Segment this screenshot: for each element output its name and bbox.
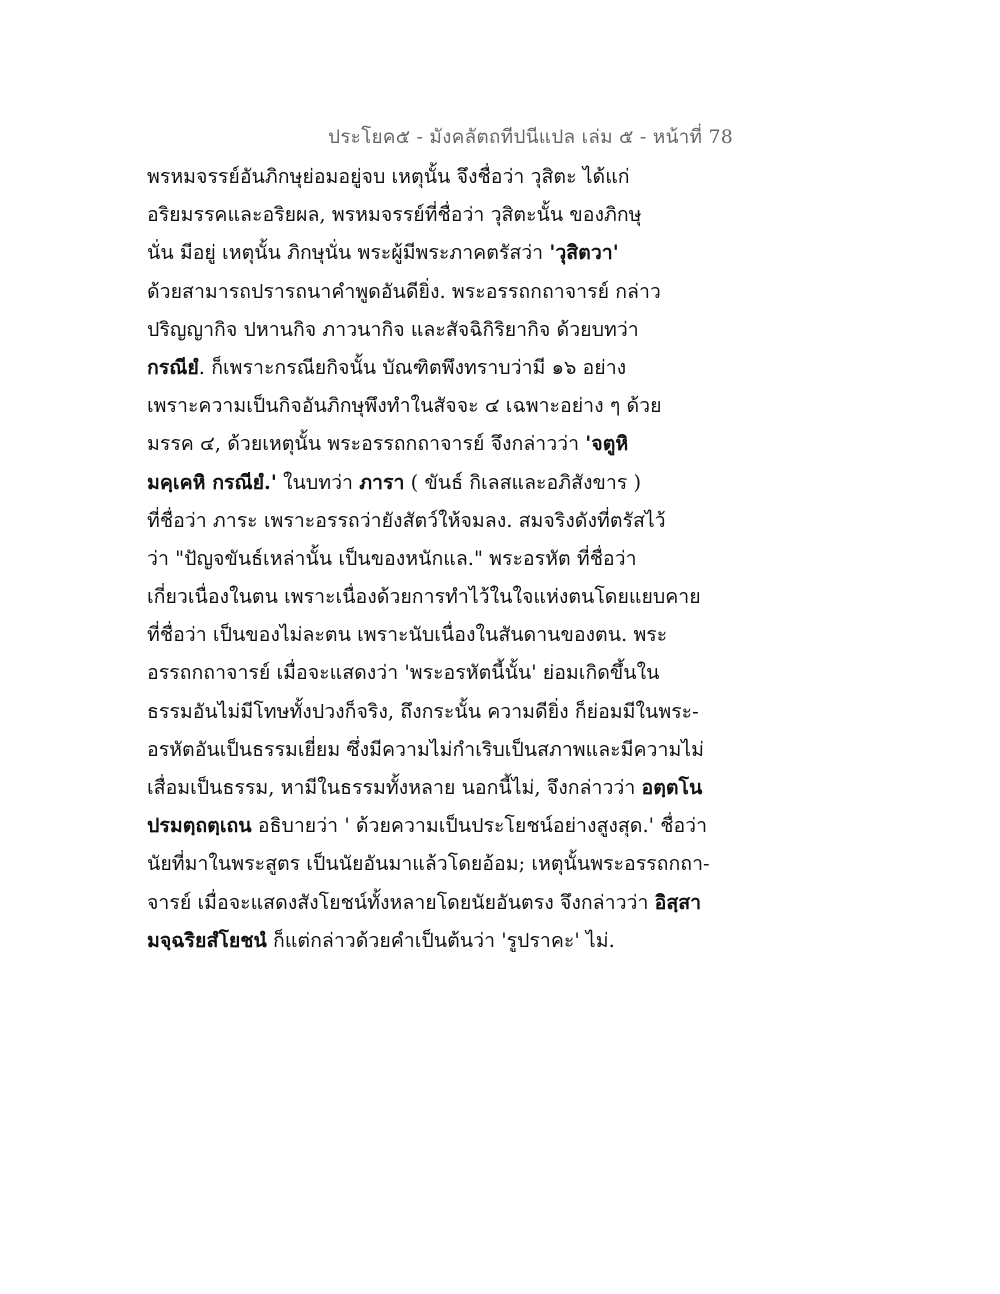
bold-term: อิสฺสา — [654, 890, 702, 914]
text-line — [147, 387, 707, 425]
text-segment: ปริญญากิจ ปหานกิจ ภาวนากิจ และสัจฉิกิริยากิจ ด้วยบทว่า — [147, 317, 639, 341]
text-line — [147, 540, 707, 578]
text-line — [147, 234, 707, 272]
text-segment: เสื่อมเป็นธรรม, หามีในธรรมทั้งหลาย นอกนี้ไม่, จึงกล่าวว่า — [147, 776, 642, 799]
text-segment: . ก็เพราะกรณียกิจนั้น บัณฑิตพึงทราบว่ามี ๑๖ อย่าง — [198, 355, 627, 379]
text-line — [147, 616, 707, 654]
bold-term: มจฺฉริยสํโยชนํ — [147, 928, 267, 952]
text-segment: ก็แต่กล่าวด้วยคำเป็นต้นว่า 'รูปราคะ' ไม่. — [266, 928, 615, 952]
bold-term: กรณียํ — [147, 355, 199, 379]
bold-term: ภารา — [359, 470, 405, 494]
bold-term: อตฺตโน — [641, 776, 703, 799]
text-line — [147, 654, 707, 692]
text-segment: ที่ชื่อว่า เป็นของไม่ละตน เพราะนับเนื่องในสันดานของตน. พระ — [147, 623, 668, 647]
text-segment: อรหัตอันเป็นธรรมเยี่ยม ซึ่งมีความไม่กำเริบเป็นสภาพและมีความไม่ — [147, 737, 704, 761]
text-segment: ว่า "ปัญจขันธ์เหล่านั้น เป็นของหนักแล." พระอรหัต ที่ชื่อว่า — [147, 546, 637, 570]
text-segment: ที่ชื่อว่า ภาระ เพราะอรรถว่ายังสัตว์ให้จมลง. สมจริงดังที่ตรัสไว้ — [147, 508, 666, 532]
text-segment: ในบทว่า — [276, 470, 360, 494]
text-segment: อธิบายว่า ' ด้วยความเป็นประโยชน์อย่างสูงสุด.' ชื่อว่า — [251, 814, 708, 838]
text-segment: อริยมรรคและอริยผล, พรหมจรรย์ที่ชื่อว่า วุสิตะนั้น ของภิกษุ — [147, 203, 642, 227]
text-segment: พรหมจรรย์อันภิกษุย่อมอยู่จบ เหตุนั้น จึงชื่อว่า วุสิตะ ได้แก่ — [147, 165, 630, 188]
text-line — [147, 425, 707, 463]
text-segment: ด้วยสามารถปรารถนาคำพูดอันดียิ่ง. พระอรรถกถาจารย์ กล่าว — [147, 279, 661, 303]
text-line — [147, 884, 707, 922]
text-segment: นั่น มีอยู่ เหตุนั้น ภิกษุนั่น พระผู้มีพระภาคตรัสว่า — [147, 241, 550, 265]
text-segment: ( ขันธ์ กิเลสและอภิสังขาร ) — [404, 470, 642, 494]
text-line — [147, 731, 707, 769]
text-line — [147, 922, 707, 960]
text-segment: เพราะความเป็นกิจอันภิกษุพึงทำในสัจจะ ๔ เฉพาะอย่าง ๆ ด้วย — [147, 394, 662, 418]
text-line — [147, 311, 707, 349]
text-line — [147, 273, 707, 311]
text-line — [147, 502, 707, 540]
body-text — [147, 158, 710, 960]
text-line — [147, 464, 707, 502]
text-line — [147, 693, 707, 731]
text-segment: มรรค ๔, ด้วยเหตุนั้น พระอรรถกถาจารย์ จึงกล่าวว่า — [147, 432, 586, 456]
text-segment: เกี่ยวเนื่องในตน เพราะเนื่องด้วยการทำไว้ในใจแห่งตนโดยแยบคาย — [147, 585, 701, 609]
text-segment: จารย์ เมื่อจะแสดงสังโยชน์ทั้งหลายโดยนัยอันตรง จึงกล่าวว่า — [147, 890, 655, 914]
text-line — [147, 578, 707, 616]
page-header: ประโยค๕ - มังคลัตถทีปนีแปล เล่ม ๕ - หน้าที่ 78 — [328, 126, 734, 148]
text-line — [147, 196, 707, 234]
bold-term: ปรมตฺถตฺเถน — [147, 814, 252, 838]
bold-term: 'วุสิตวา' — [549, 241, 619, 265]
text-line — [147, 845, 710, 883]
text-segment: อรรถกถาจารย์ เมื่อจะแสดงว่า 'พระอรหัตนี้นั้น' ย่อมเกิดขึ้นใน — [147, 661, 660, 685]
bold-term: 'จตูหิ — [585, 432, 629, 456]
text-line — [147, 807, 707, 845]
text-line — [147, 769, 707, 807]
bold-term: มคฺเคหิ กรณียํ.' — [147, 470, 277, 494]
text-line — [147, 158, 707, 196]
text-segment: นัยที่มาในพระสูตร เป็นนัยอันมาแล้วโดยอ้อม; เหตุนั้นพระอรรถกถา- — [147, 852, 710, 876]
text-segment: ธรรมอันไม่มีโทษทั้งปวงก็จริง, ถึงกระนั้น ความดียิ่ง ก็ย่อมมีในพระ- — [147, 699, 699, 723]
text-line — [147, 349, 707, 387]
